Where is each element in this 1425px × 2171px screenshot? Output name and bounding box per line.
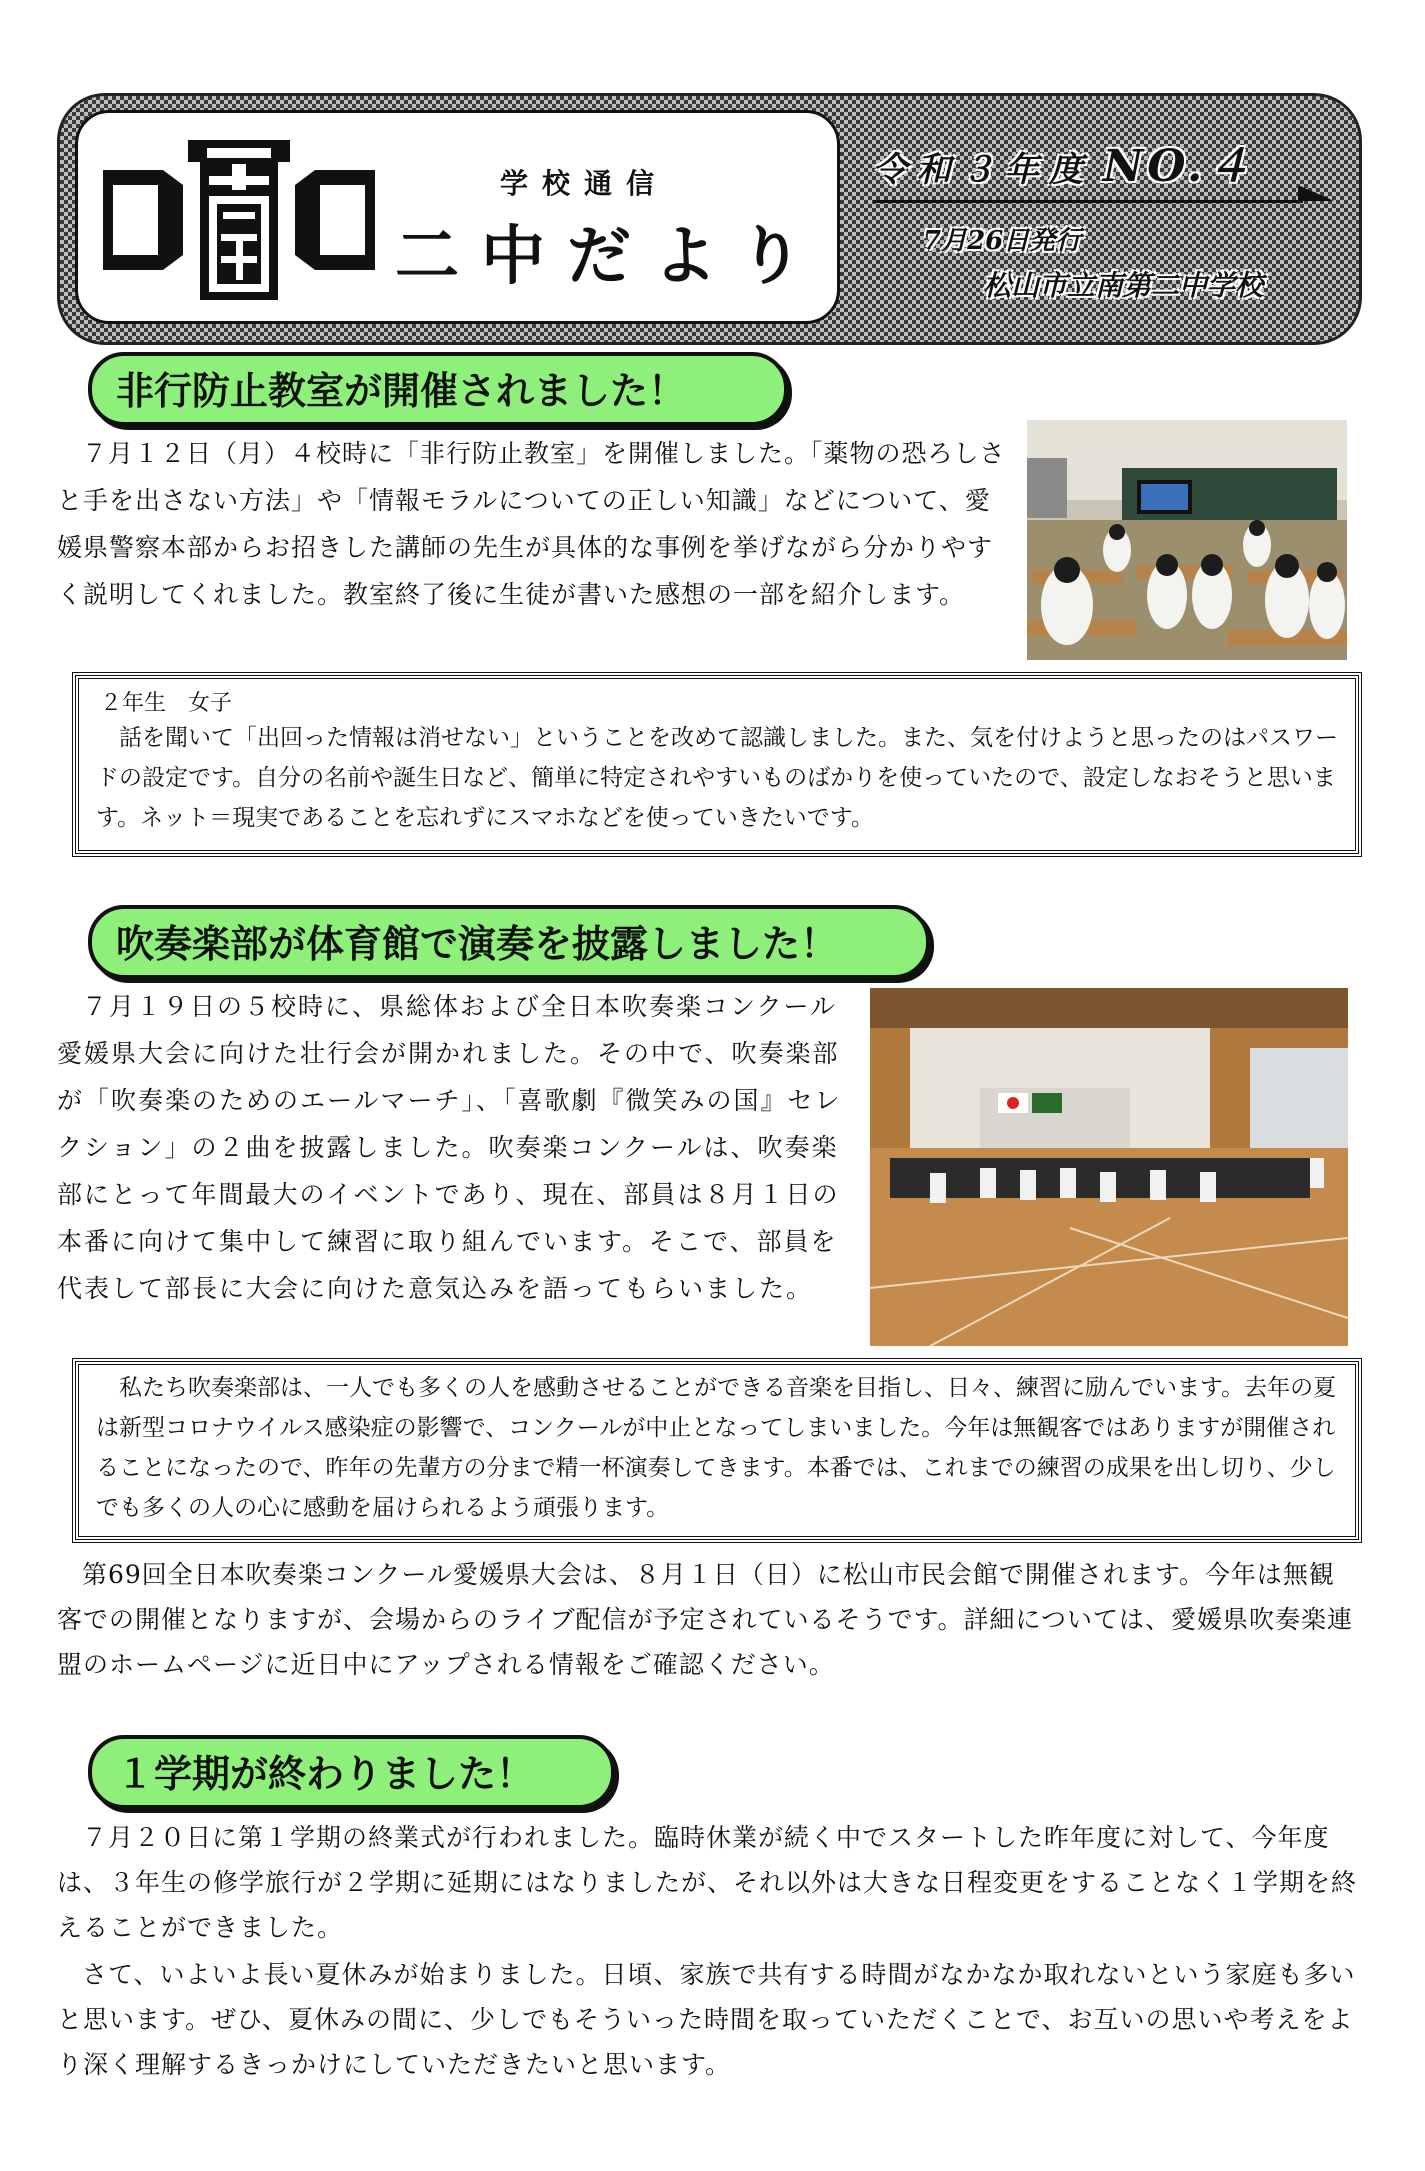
- section-paragraph: ７月１９日の５校時に、県総体および全日本吹奏楽コンクール愛媛県大会に向けた壮行会が開かれました。その中で、吹奏楽部が「吹奏楽のためのエールマーチ」、「喜歌劇『微笑みの国』セレクション」の２曲を披露しました。吹奏楽コンクールは、吹奏楽部にとって年間最大のイベントであり、現在、部員は８月１日の本番に向けて集中して練習に取り組んでいます。そこで、部員を代表して部長に大会に向けた意気込みを語ってもらいました。: [57, 992, 842, 1303]
- issue-divider-tick: [1298, 185, 1334, 201]
- section-heading-text: １学期が終わりました！: [116, 1752, 535, 1796]
- section-paragraph: ７月２０日に第１学期の終業式が行われました。臨時休業が続く中でスタートした昨年度に対して、今年度は、３年生の修学旅行が２学期に延期にはなりましたが、それ以外は大きな日程変更をすることなく１学期を終えることができました。: [57, 1823, 1358, 1942]
- school-name: 松山市立南第二中学校: [983, 269, 1264, 302]
- section-heading-text: 非行防止教室が開催されました！: [116, 369, 687, 413]
- section-heading-text: 吹奏楽部が体育館で演奏を披露しました！: [116, 922, 839, 966]
- newsletter-subtitle: 学校通信: [500, 167, 669, 200]
- competition-info-paragraph: 第69回全日本吹奏楽コンクール愛媛県大会は、８月１日（日）に松山市民会館で開催されます。今年は無観客での開催となりますが、会場からのライブ配信が予定されているそうです。詳細については、愛媛県吹奏楽連盟のホームページに近日中にアップされる情報をご確認ください。: [57, 1560, 1354, 1679]
- issue-year: [873, 130, 1254, 194]
- section-paragraph: さて、いよいよ長い夏休みが始まりました。日頃、家族で共有する時間がなかなか取れないという家庭も多いと思います。ぜひ、夏休みの間に、少しでもそういった時間を取っていただくことで、お互いの思いや考えをより深く理解するきっかけにしていただきたいと思います。: [57, 1960, 1356, 2079]
- section-heading-term-end: [88, 1735, 615, 1809]
- issue-era-label: 令和３年度: [873, 150, 1093, 190]
- student-comment-text: 話を聞いて「出回った情報は消せない」ということを改めて認識しました。また、気を付けようと思ったのはパスワードの設定です。自分の名前や誕生日など、簡単に特定されやすいものばかりを使っていたので、設定しなおそうと思います。ネット＝現実であることを忘れずにスマホなどを使っていきたいです。: [96, 725, 1338, 831]
- section-heading-delinquency: [88, 352, 788, 426]
- issue-divider: [873, 200, 1303, 203]
- issue-date: 7月26日発行: [923, 226, 1082, 256]
- section-paragraph: ７月１２日（月）４校時に「非行防止教室」を開催しました。「薬物の恐ろしさと手を出さない方法」や「情報モラルについての正しい知識」などについて、愛媛県警察本部からお招きした講師の先生が具体的な事例を挙げながら分かりやすく説明してくれました。教室終了後に生徒が書いた感想の一部を紹介します。: [57, 439, 1006, 609]
- gymnasium-photo: [870, 988, 1348, 1346]
- issue-number: NO.４: [1103, 141, 1255, 192]
- newsletter-title: 二中だより: [395, 220, 825, 294]
- school-emblem-logo: [103, 140, 375, 300]
- student-comment-label: ２年生 女子: [100, 691, 233, 716]
- club-leader-comment-text: 私たち吹奏楽部は、一人でも多くの人を感動させることができる音楽を目指し、日々、練習に励んでいます。去年の夏は新型コロナウイルス感染症の影響で、コンクールが中止となってしまいました。今年は無観客ではありますが開催されることになったので、昨年の先輩方の分まで精一杯演奏してきます。本番では、これまでの練習の成果を出し切り、少しでも多くの人の心に感動を届けられるよう頑張ります。: [96, 1375, 1337, 1521]
- classroom-photo: [1027, 420, 1347, 660]
- section-heading-band: [88, 905, 930, 979]
- issue-info: [873, 130, 1343, 310]
